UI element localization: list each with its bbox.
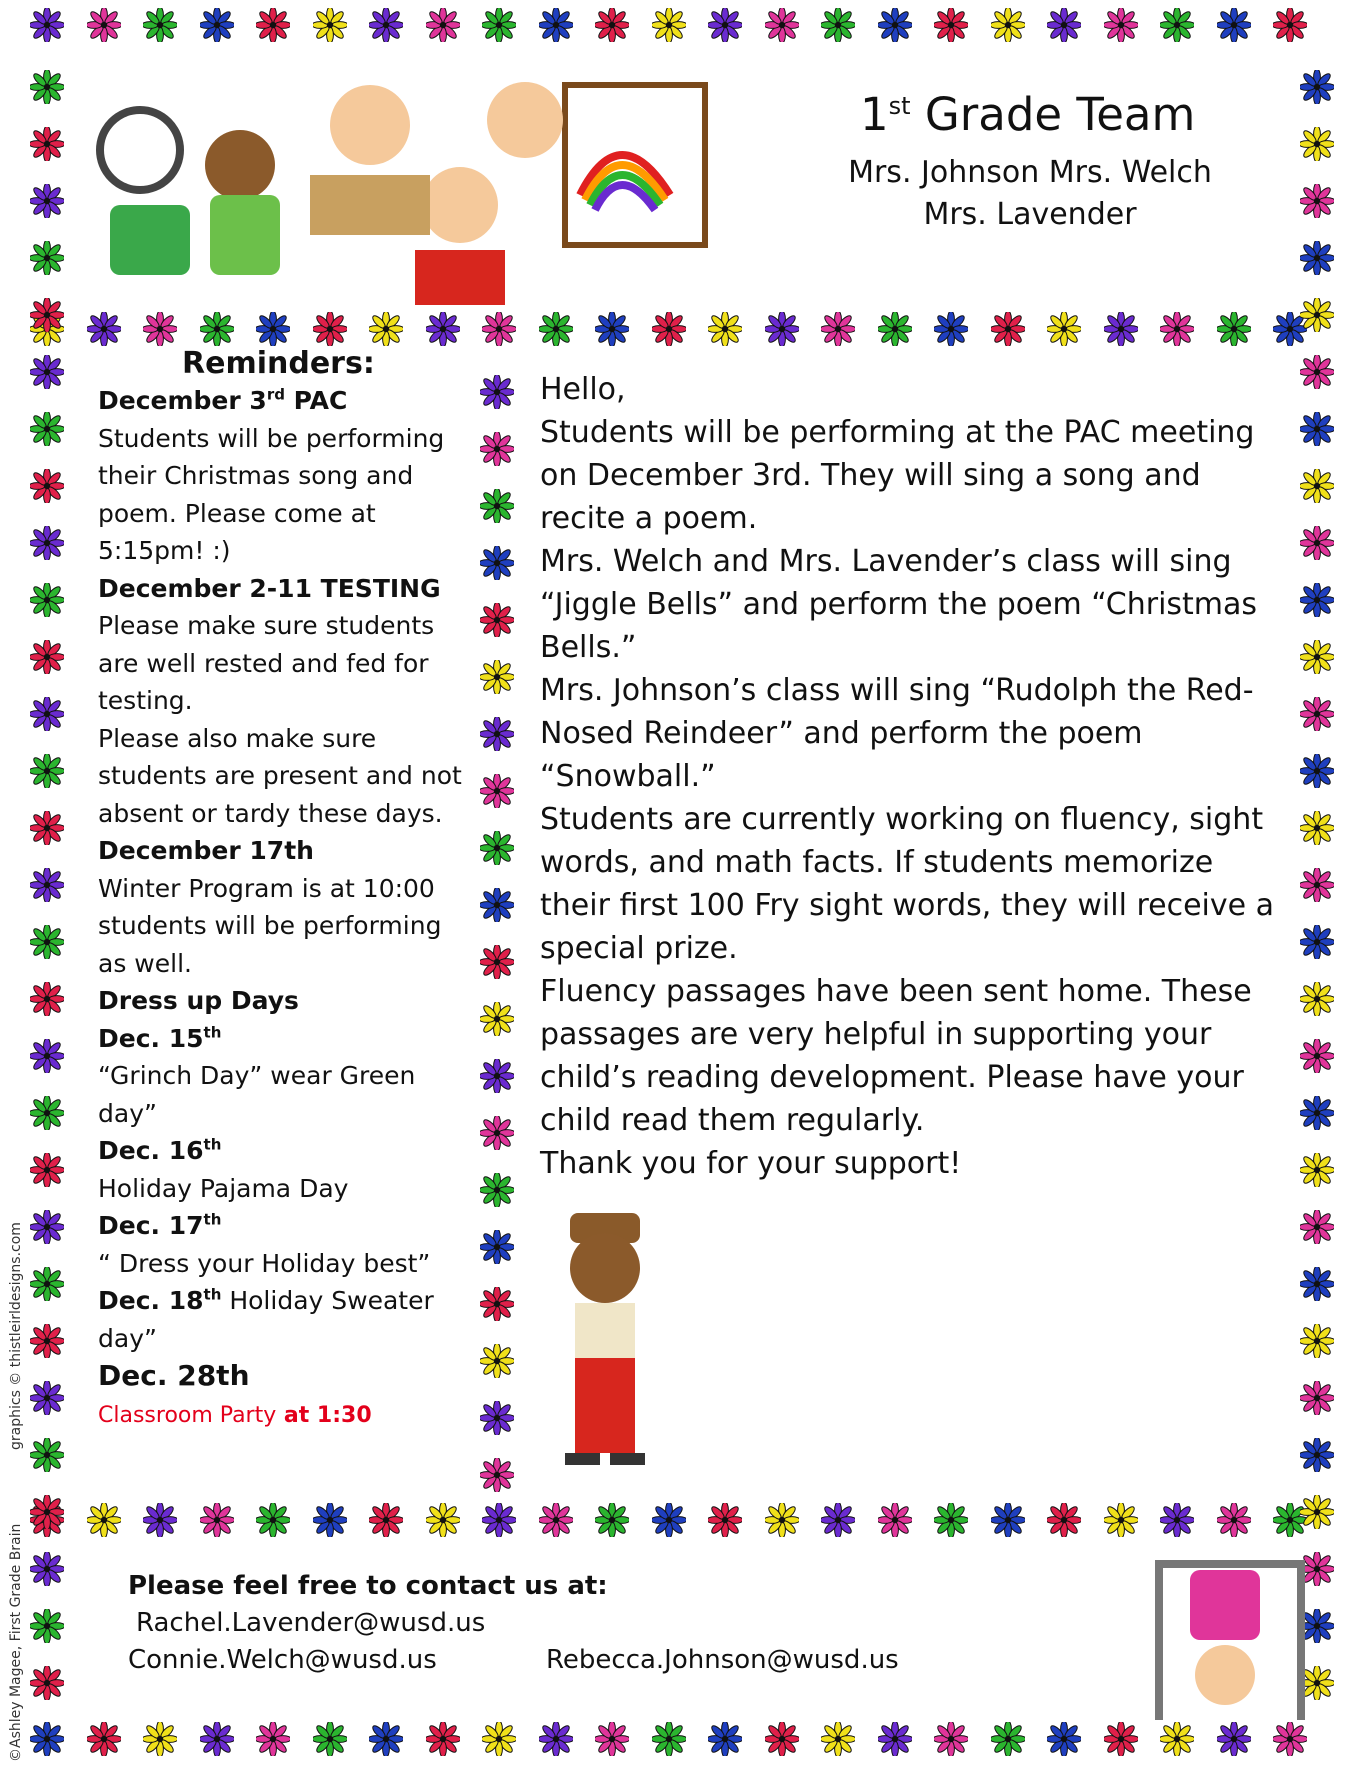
flower-icon [539, 1722, 573, 1756]
flower-icon [480, 375, 514, 409]
flower-icon [480, 603, 514, 637]
testing-reminder-text: Please make sure students are well rested and fed for testing. [98, 611, 435, 715]
flower-icon [934, 1722, 968, 1756]
flower-icon [652, 1722, 686, 1756]
flower-icon [1300, 526, 1334, 560]
flower-icon [1300, 1153, 1334, 1187]
flower-icon [821, 8, 855, 42]
flower-icon [1300, 1210, 1334, 1244]
flower-icon [1300, 127, 1334, 161]
flower-icon [30, 526, 64, 560]
flower-icon [595, 1503, 629, 1537]
flower-icon [30, 355, 64, 389]
flower-icon [1104, 312, 1138, 346]
flower-icon [30, 925, 64, 959]
flower-icon [1217, 1503, 1251, 1537]
flower-icon [87, 1503, 121, 1537]
flower-icon [482, 8, 516, 42]
flower-icon [30, 1609, 64, 1643]
flower-icon [652, 8, 686, 42]
flower-icon [30, 1210, 64, 1244]
flower-icon [30, 241, 64, 275]
flower-icon [313, 1503, 347, 1537]
flower-icon [480, 1230, 514, 1264]
dec17-dress-text: “ Dress your Holiday best” [98, 1248, 431, 1278]
flower-icon [934, 1503, 968, 1537]
flower-icon [1160, 312, 1194, 346]
flower-icon [30, 127, 64, 161]
flower-icon [1104, 8, 1138, 42]
flower-icon [30, 1666, 64, 1700]
flower-icon [30, 811, 64, 845]
flower-icon [30, 469, 64, 503]
flower-icon [480, 888, 514, 922]
flower-icon [991, 1722, 1025, 1756]
flower-icon [313, 312, 347, 346]
flower-icon [1300, 70, 1334, 104]
flower-icon [1273, 1722, 1307, 1756]
flower-icon [1273, 8, 1307, 42]
page-title: 1st Grade Team [860, 88, 1196, 141]
flower-icon [480, 1173, 514, 1207]
flower-icon [87, 1722, 121, 1756]
teacher-names-line2: Mrs. Lavender [923, 197, 1137, 232]
kids-clipart-illustration [70, 55, 720, 305]
flower-icon [200, 8, 234, 42]
flower-icon [652, 312, 686, 346]
flower-icon [30, 1267, 64, 1301]
testing-reminder-title: December 2-11 TESTING [98, 573, 441, 603]
flower-icon [708, 8, 742, 42]
flower-icon [30, 412, 64, 446]
flower-icon [1047, 8, 1081, 42]
letter-paragraph: Students are currently working on fluency, sight words, and math facts. If students memorize their first 100 Fry sight words, they will receive a special prize. [540, 802, 1275, 966]
dec17-dress-title: Dec. 17th [98, 1210, 222, 1240]
flower-icon [482, 312, 516, 346]
flower-icon [480, 1116, 514, 1150]
flower-icon [30, 1552, 64, 1586]
graphics-credit: graphics © thistleirldesigns.com [8, 1222, 24, 1450]
flower-icon [480, 717, 514, 751]
letter-closing: Thank you for your support! [540, 1146, 962, 1181]
flower-icon [30, 1153, 64, 1187]
flower-icon [200, 1503, 234, 1537]
pac-reminder-title: December 3rd PAC [98, 385, 348, 415]
flower-icon [1300, 640, 1334, 674]
flower-icon [256, 1722, 290, 1756]
flower-icon [480, 546, 514, 580]
flower-icon [480, 1344, 514, 1378]
flower-icon [595, 312, 629, 346]
flower-icon [30, 1722, 64, 1756]
flower-icon [1300, 1438, 1334, 1472]
flower-icon [426, 8, 460, 42]
dec16-title: Dec. 16th [98, 1135, 222, 1165]
flower-icon [482, 1722, 516, 1756]
flower-icon [1300, 184, 1334, 218]
flower-icon [821, 1722, 855, 1756]
flower-icon [991, 312, 1025, 346]
email-lavender-link[interactable]: Rachel.Lavender@wusd.us [136, 1608, 486, 1638]
flower-icon [1160, 1722, 1194, 1756]
flower-icon [1300, 868, 1334, 902]
flower-icon [821, 312, 855, 346]
flower-icon [200, 312, 234, 346]
flower-icon [313, 1722, 347, 1756]
flower-icon [1300, 754, 1334, 788]
flower-icon [143, 1503, 177, 1537]
pac-reminder-text: Students will be performing their Christmas song and poem. Please come at 5:15pm! :) [98, 423, 445, 565]
flower-icon [256, 8, 290, 42]
flower-icon [1047, 1503, 1081, 1537]
flower-icon [595, 8, 629, 42]
flower-icon [480, 660, 514, 694]
flower-icon [369, 8, 403, 42]
flower-icon [595, 1722, 629, 1756]
flower-icon [480, 489, 514, 523]
dec28-title: Dec. 28th [98, 1359, 250, 1392]
flower-icon [369, 312, 403, 346]
dec15-title: Dec. 15th [98, 1023, 222, 1053]
letter-greeting: Hello, [540, 372, 626, 407]
flower-icon [256, 312, 290, 346]
dec16-text: Holiday Pajama Day [98, 1173, 349, 1203]
flower-icon [539, 8, 573, 42]
flower-icon [143, 1722, 177, 1756]
flower-icon [1300, 811, 1334, 845]
flower-icon [878, 8, 912, 42]
flower-icon [30, 184, 64, 218]
letter-body [540, 368, 1280, 1185]
teacher-names [830, 152, 1230, 236]
flower-icon [1300, 1324, 1334, 1358]
flower-icon [934, 312, 968, 346]
flower-icon [1300, 1267, 1334, 1301]
flower-icon [30, 1324, 64, 1358]
teacher-names-line1: Mrs. Johnson Mrs. Welch [848, 155, 1212, 190]
letter-paragraph: Students will be performing at the PAC meeting on December 3rd. They will sing a song and recite a poem. [540, 415, 1255, 536]
flower-icon [426, 312, 460, 346]
flower-icon [480, 1059, 514, 1093]
dec18-line: Dec. 18th Holiday Sweater day” [98, 1285, 434, 1353]
flower-icon [480, 945, 514, 979]
flower-icon [200, 1722, 234, 1756]
flower-icon [1300, 469, 1334, 503]
flower-icon [1300, 1096, 1334, 1130]
flower-icon [878, 1722, 912, 1756]
flower-icon [480, 1401, 514, 1435]
flower-icon [765, 8, 799, 42]
flower-icon [991, 1503, 1025, 1537]
contact-section [128, 1568, 1028, 1679]
flower-icon [1104, 1503, 1138, 1537]
flower-icon [256, 1503, 290, 1537]
flower-icon [1047, 312, 1081, 346]
boy-clipboard-clipart [545, 1208, 665, 1468]
flower-icon [426, 1722, 460, 1756]
flower-icon [480, 831, 514, 865]
flower-icon [30, 697, 64, 731]
flower-icon [1300, 1381, 1334, 1415]
flower-icon [991, 8, 1025, 42]
flower-icon [878, 1503, 912, 1537]
flower-icon [30, 298, 64, 332]
flower-icon [30, 1495, 64, 1529]
flower-icon [1160, 8, 1194, 42]
flower-icon [1300, 298, 1334, 332]
flower-icon [1217, 312, 1251, 346]
flower-icon [765, 1722, 799, 1756]
flower-icon [480, 1458, 514, 1492]
reminders-column [98, 346, 470, 1434]
flower-icon [30, 754, 64, 788]
flower-icon [1300, 982, 1334, 1016]
dec17-reminder-title: December 17th [98, 836, 314, 865]
flower-icon [821, 1503, 855, 1537]
flower-icon [539, 312, 573, 346]
flower-icon [369, 1503, 403, 1537]
flower-icon [1217, 1722, 1251, 1756]
flower-icon [313, 8, 347, 42]
girl-monkey-bars-clipart [1150, 1545, 1310, 1725]
flower-icon [426, 1503, 460, 1537]
flower-icon [708, 1503, 742, 1537]
flower-icon [143, 312, 177, 346]
flower-icon [87, 312, 121, 346]
flower-icon [480, 1287, 514, 1321]
letter-paragraph: Fluency passages have been sent home. These passages are very helpful in supporting your child’s reading development. Please have your child read them regularly. [540, 974, 1252, 1138]
email-johnson-link[interactable]: Rebecca.Johnson@wusd.us [546, 1645, 899, 1675]
flower-icon [480, 432, 514, 466]
flower-icon [87, 8, 121, 42]
flower-icon [30, 1096, 64, 1130]
flower-icon [1300, 1039, 1334, 1073]
flower-icon [30, 1381, 64, 1415]
dec15-text: “Grinch Day” wear Green day” [98, 1061, 416, 1128]
flower-icon [1300, 697, 1334, 731]
flower-icon [482, 1503, 516, 1537]
flower-icon [30, 868, 64, 902]
flower-icon [30, 583, 64, 617]
author-credit: ©Ashley Magee, First Grade Brain [8, 1523, 24, 1762]
flower-icon [30, 1438, 64, 1472]
flower-icon [1300, 1495, 1334, 1529]
flower-icon [1160, 1503, 1194, 1537]
letter-paragraph: Mrs. Welch and Mrs. Lavender’s class will sing “Jiggle Bells” and perform the poem “Christmas Bells.” [540, 544, 1258, 665]
letter-paragraph: Mrs. Johnson’s class will sing “Rudolph the Red-Nosed Reindeer” and perform the poem “Snowball.” [540, 673, 1254, 794]
flower-icon [1104, 1722, 1138, 1756]
flower-icon [708, 312, 742, 346]
flower-icon [30, 1039, 64, 1073]
flower-icon [1047, 1722, 1081, 1756]
reminders-heading: Reminders: [182, 346, 375, 381]
flower-icon [708, 1722, 742, 1756]
flower-icon [1300, 412, 1334, 446]
flower-icon [369, 1722, 403, 1756]
flower-icon [480, 1002, 514, 1036]
contact-heading: Please feel free to contact us at: [128, 1571, 608, 1601]
flower-icon [765, 1503, 799, 1537]
flower-icon [1217, 8, 1251, 42]
flower-icon [480, 774, 514, 808]
testing-reminder-text-2: Please also make sure students are present and not absent or tardy these days. [98, 723, 462, 828]
flower-icon [30, 8, 64, 42]
flower-icon [143, 8, 177, 42]
flower-icon [30, 640, 64, 674]
flower-icon [652, 1503, 686, 1537]
flower-icon [539, 1503, 573, 1537]
dec17-reminder-text: Winter Program is at 10:00 students will be performing as well. [98, 873, 442, 978]
email-welch-link[interactable]: Connie.Welch@wusd.us [128, 1645, 437, 1675]
flower-icon [878, 312, 912, 346]
flower-icon [1300, 355, 1334, 389]
party-line: Classroom Party at 1:30 [98, 1402, 372, 1428]
dress-up-days-title: Dress up Days [98, 986, 299, 1015]
flower-icon [30, 70, 64, 104]
flower-icon [934, 8, 968, 42]
flower-icon [30, 982, 64, 1016]
flower-icon [765, 312, 799, 346]
flower-icon [1300, 241, 1334, 275]
flower-icon [1300, 925, 1334, 959]
flower-icon [1300, 583, 1334, 617]
